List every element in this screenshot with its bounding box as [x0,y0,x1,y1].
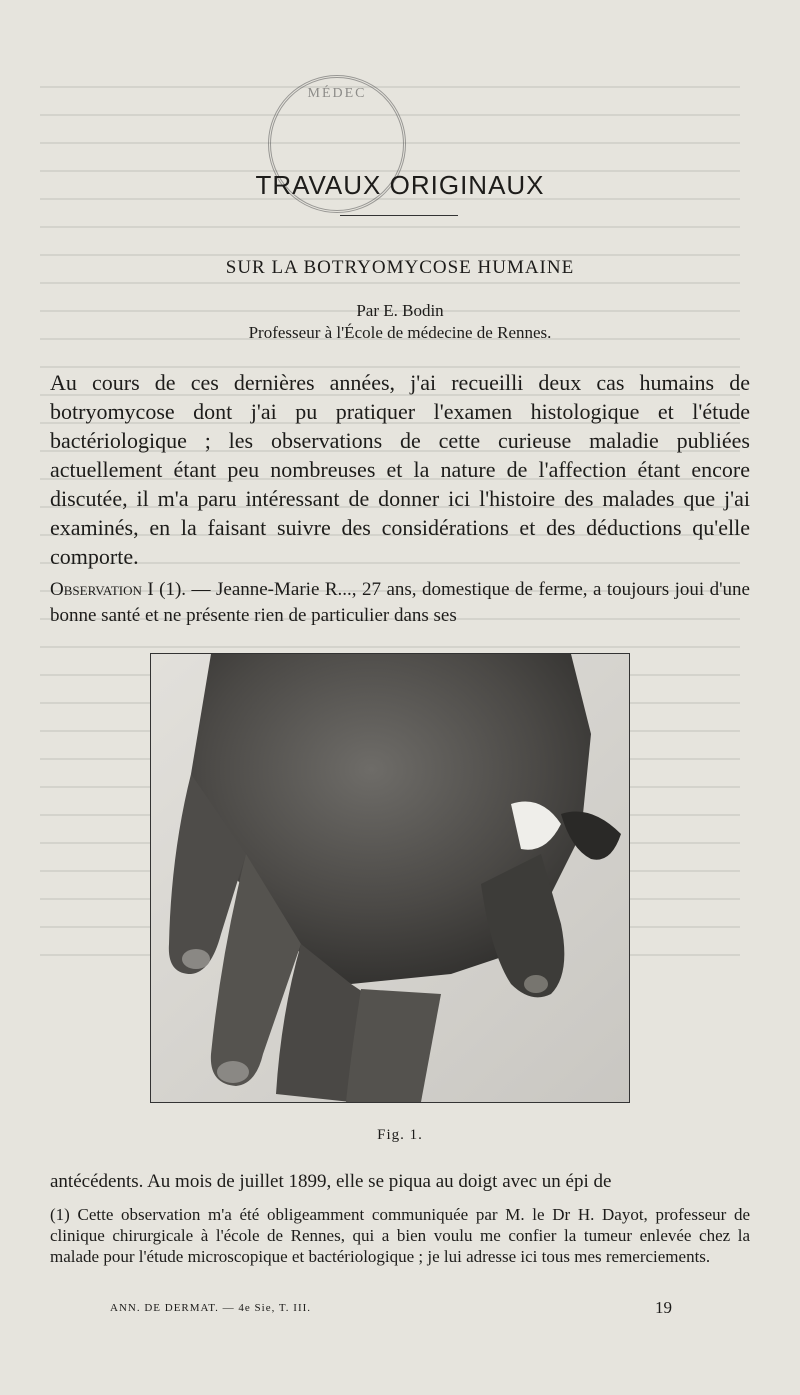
intro-paragraph: Au cours de ces dernières années, j'ai recueilli deux cas humains de botryomycose dont j'ai pu pratiquer l'examen histologique et l'étude bactériologique ; les observations de cette curieuse maladie publiées actuellement étant peu nombreuses et la nature de l'affection étant encore discutée, il m'a paru intéressant de donner ici l'histoire des malades que j'ai examinés, en la faisant suivre des considérations et des déductions qu'elle comporte. [50,370,750,569]
stamp-text: MÉDEC [307,86,367,101]
author-line: Par E. Bodin [356,301,444,320]
figure-caption: Fig. 1. [377,1127,423,1143]
section-heading: TRAVAUX ORIGINAUX [255,170,545,200]
footnote: (1) Cette observation m'a été obligeamment communiquée par M. le Dr H. Dayot, professeur de clinique chirurgicale à l'école de Rennes, qui a bien voulu me confier la tumeur enlevée chez la malade pour l'étude microscopique et bactériologique ; je lui adresse ici tous mes remerciements. [50,1205,750,1266]
title-rule [340,215,458,216]
observation-text: — Jeanne-Marie R..., 27 ans, domestique de ferme, a toujours joui d'une bonne santé et ne présente rien de particulier dans ses [50,579,750,626]
affiliation-line: Professeur à l'École de médecine de Rennes. [248,323,552,342]
journal-reference: ANN. DE DERMAT. — 4e Sie, T. III. [110,1302,312,1314]
figure-photo-hand [150,653,630,1103]
continuation-line: antécédents. Au mois de juillet 1899, elle se piqua au doigt avec un épi de [50,1171,612,1192]
article-title: SUR LA BOTRYOMYCOSE HUMAINE [225,257,575,278]
observation-label: Observation I (1). [50,579,187,600]
page-number: 19 [655,1298,672,1317]
observation-paragraph [50,577,750,629]
